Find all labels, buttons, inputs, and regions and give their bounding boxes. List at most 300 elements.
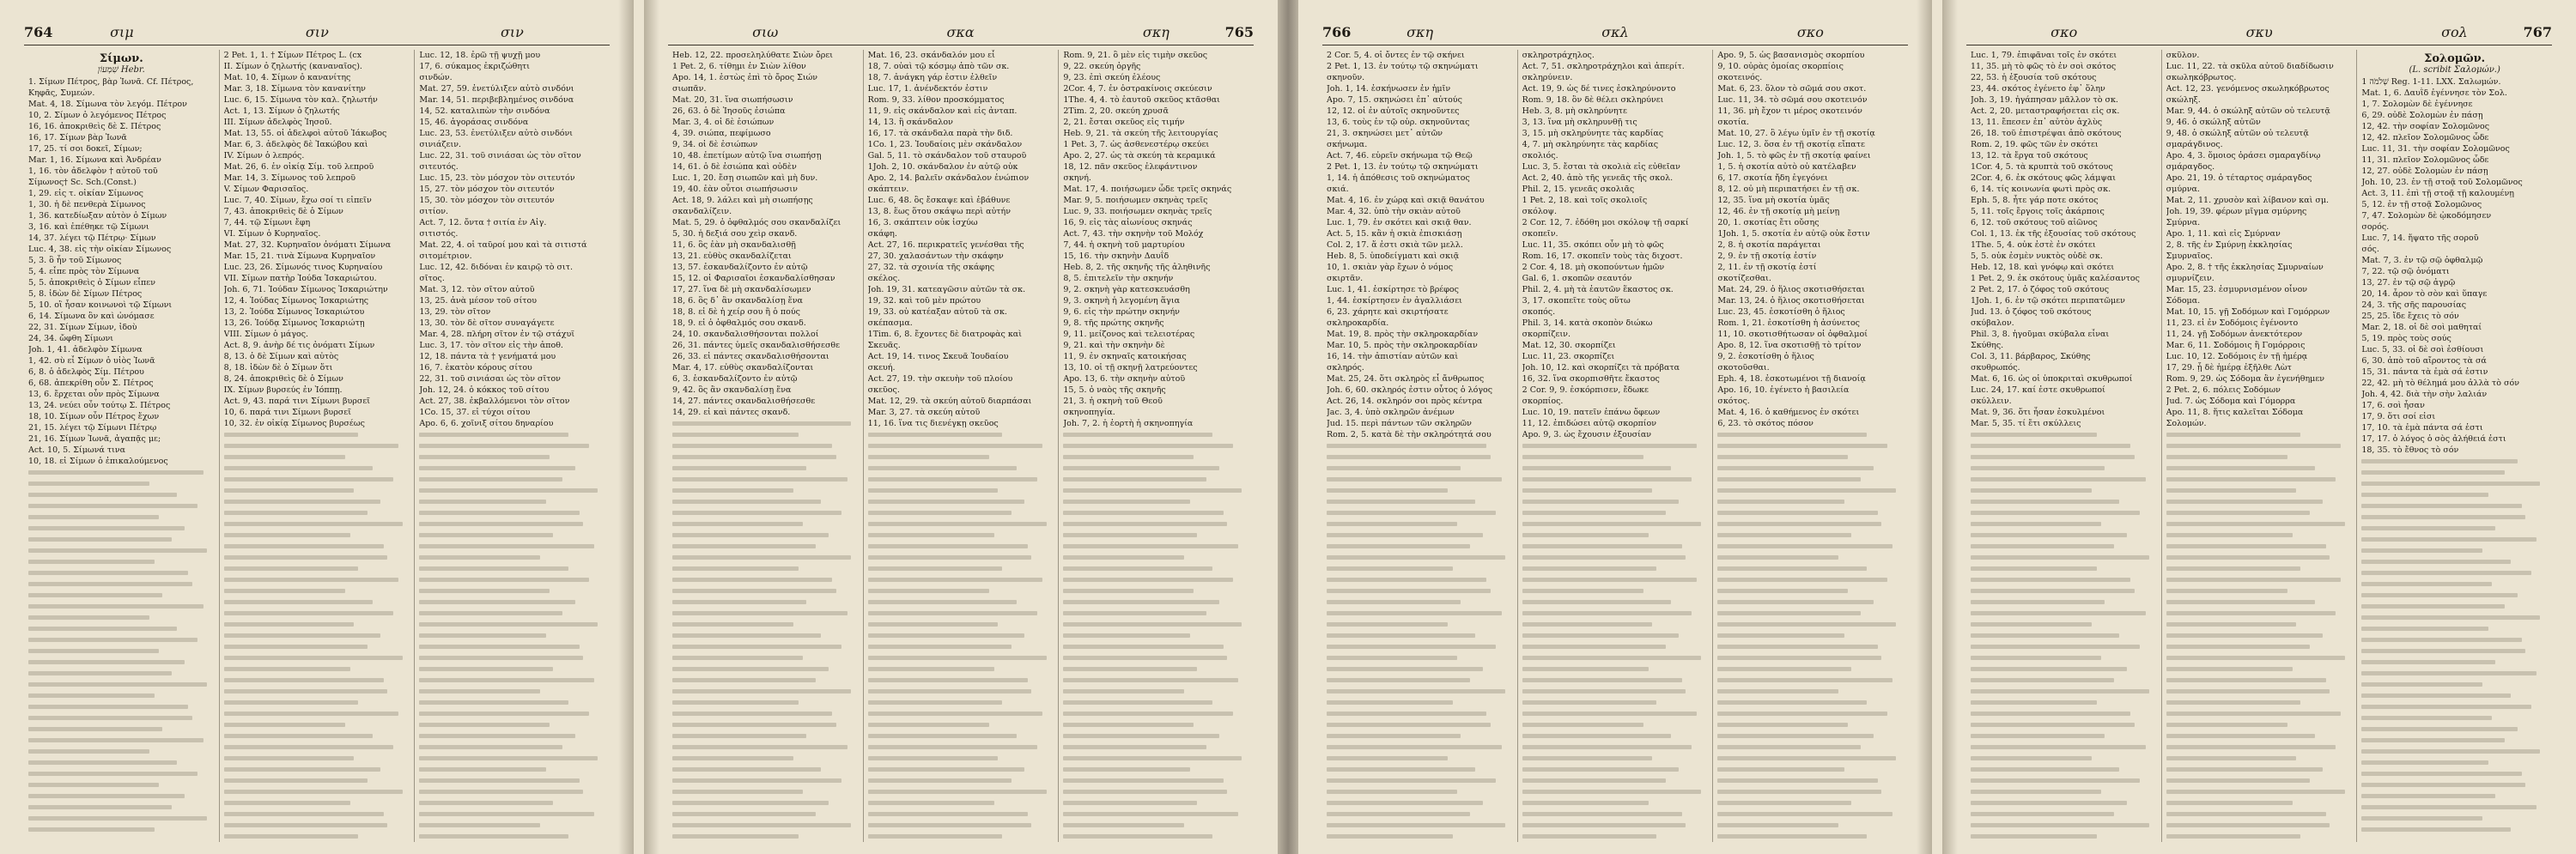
illegible-text-line: [1063, 585, 1249, 597]
running-heads: [24, 24, 610, 40]
illegible-text-line: [2166, 809, 2353, 820]
illegible-text-line: [224, 697, 410, 708]
illegible-text-line: [2361, 601, 2548, 612]
text-column: [1966, 50, 2161, 842]
illegible-text-line: [1717, 463, 1904, 474]
illegible-text-line: [224, 831, 410, 842]
reference-line: Gal. 5, 11. τὸ σκάνδαλον τοῦ σταυροῦ: [867, 151, 1027, 161]
reference-line: Rom. 9, 18. ὃν δὲ θέλει σκληρύνει: [1522, 95, 1664, 105]
page-764: [0, 0, 634, 854]
illegible-text-line: [419, 641, 605, 652]
reference-line: 9, 22. σκεύη ὀργῆς: [1063, 62, 1141, 71]
illegible-text-line: [1717, 507, 1904, 518]
reference-line: Apo. 9, 5. ὡς βασανισμὸς σκορπίου: [1717, 51, 1865, 60]
page-shadow: [618, 0, 634, 854]
illegible-text-line: [1522, 541, 1709, 552]
reference-line: Act. 5, 15. κἂν ἡ σκιὰ ἐπισκιάσῃ: [1327, 229, 1462, 239]
reference-line: σκέλος.: [867, 274, 901, 283]
illegible-text-line: [419, 742, 605, 753]
illegible-text-line: [1063, 530, 1249, 541]
reference-line: V. Σίμων Φαρισαῖος.: [223, 185, 309, 194]
illegible-text-line: [1717, 663, 1904, 675]
illegible-text-line: [1717, 496, 1904, 507]
reference-line: 13, 26. Ἰούδᾳ Σίμωνος Ἰσκαριώτῃ: [223, 318, 365, 328]
reference-line: 10, 48. ἐπετίμων αὐτῷ ἵνα σιωπήσῃ: [672, 151, 822, 161]
illegible-text-line: [2361, 724, 2548, 735]
illegible-text-line: [419, 496, 605, 507]
illegible-text-line: [1522, 708, 1709, 719]
illegible-text-line: [28, 790, 215, 802]
illegible-text-line: [1522, 719, 1709, 730]
illegible-text-line: [2166, 440, 2353, 451]
reference-line: σκῦλον.: [2166, 51, 2200, 60]
illegible-text-line: [2166, 742, 2353, 753]
reference-line: Mat. 4, 16. ὁ καθήμενος ἐν σκότει: [1717, 408, 1860, 417]
illegible-text-line: [419, 552, 605, 563]
illegible-text-line: [28, 802, 215, 813]
reference-line: שְׁלֹמֹה 1 Reg. 1-11. LXX. Σαλωμών.: [2361, 77, 2501, 87]
reference-line: σκηνή.: [1063, 173, 1091, 183]
illegible-text-line: [2361, 478, 2548, 489]
page-shadow: [1917, 0, 1932, 854]
illegible-text-line: [224, 530, 410, 541]
reference-line: Act. 26, 14. σκληρόν σοι πρὸς κέντρα: [1327, 397, 1483, 406]
reference-line: 10, 32. ἐν οἰκίᾳ Σίμωνος βυρσέως: [223, 419, 365, 428]
illegible-text-line: [1327, 820, 1513, 831]
illegible-text-line: [1522, 742, 1709, 753]
reference-line: 2 Cor. 4, 18. μὴ σκοπούντων ἡμῶν: [1522, 263, 1665, 272]
reference-line: Luc. 11, 23. σκορπίζει: [1522, 352, 1615, 361]
illegible-text-line: [224, 809, 410, 820]
illegible-text-line: [868, 541, 1054, 552]
illegible-text-line: [2166, 753, 2353, 764]
reference-line: Σόδομα.: [2166, 296, 2201, 306]
illegible-text-line: [868, 429, 1054, 440]
illegible-text-line: [1327, 652, 1513, 663]
illegible-text-line: [1971, 719, 2157, 730]
illegible-text-line: [28, 724, 215, 735]
reference-line: 15, 27. τὸν μόσχον τὸν σιτευτόν: [419, 185, 555, 194]
illegible-text-line: [2361, 567, 2548, 578]
illegible-text-line: [1522, 641, 1709, 652]
illegible-text-line: [672, 652, 859, 663]
reference-line: 23, 44. σκότος ἐγένετο ἐφ᾽ ὅλην: [1971, 84, 2105, 94]
text-column: [2161, 50, 2357, 842]
reference-line: Act. 12, 23. γενόμενος σκωληκόβρωτος: [2166, 84, 2330, 94]
reference-line: 15, 5. ὁ ναὸς τῆς σκηνῆς: [1063, 385, 1166, 395]
illegible-text-line: [672, 663, 859, 675]
illegible-text-line: [2166, 507, 2353, 518]
reference-line: 1 Pet. 2, 9. ἐκ σκότους ὑμᾶς καλέσαντος: [1971, 274, 2140, 283]
illegible-text-line: [2166, 675, 2353, 686]
illegible-text-line: [672, 496, 859, 507]
reference-line: Mar. 4, 28. πλήρη σῖτον ἐν τῷ στάχυϊ: [419, 330, 575, 339]
illegible-text-line: [224, 597, 410, 608]
reference-line: 9, 23. ἐπὶ σκεύη ἐλέους: [1063, 73, 1161, 82]
reference-line: Joh. 19, 39. φέρων μῖγμα σμύρνης: [2166, 207, 2307, 216]
running-head: σιω: [752, 24, 779, 40]
reference-line: 6, 23. τὸ σκότος πόσον: [1717, 419, 1814, 428]
illegible-text-line: [2361, 634, 2548, 645]
illegible-text-line: [419, 597, 605, 608]
illegible-text-line: [224, 820, 410, 831]
page-number: 766: [1322, 24, 1352, 40]
reference-line: σκολιός.: [1522, 151, 1558, 161]
illegible-text-line: [1717, 518, 1904, 530]
illegible-text-line: [1063, 797, 1249, 809]
illegible-text-line: [2361, 824, 2548, 835]
illegible-text-line: [224, 675, 410, 686]
illegible-text-line: [2166, 474, 2353, 485]
illegible-text-line: [672, 719, 859, 730]
reference-line: Act. 18, 9. λάλει καὶ μὴ σιωπήσῃς: [672, 196, 813, 205]
illegible-text-line: [2361, 612, 2548, 623]
reference-line: Act. 19, 9. ὡς δέ τινες ἐσκληρύνοντο: [1522, 84, 1676, 94]
illegible-text-line: [2361, 523, 2548, 534]
illegible-text-line: [868, 496, 1054, 507]
illegible-text-line: [868, 552, 1054, 563]
illegible-text-line: [2361, 712, 2548, 724]
reference-line: σκύλλειν.: [1971, 397, 2012, 406]
illegible-text-line: [2166, 820, 2353, 831]
reference-line: Luc. 9, 33. ποιήσωμεν σκηνὰς τρεῖς: [1063, 207, 1212, 216]
illegible-text-line: [868, 764, 1054, 775]
illegible-text-line: [224, 440, 410, 451]
reference-line: Luc. 11, 22. τὰ σκῦλα αὐτοῦ διαδίδωσιν: [2166, 62, 2334, 71]
reference-line: 19, 40. ἐὰν οὗτοι σιωπήσωσιν: [672, 185, 798, 194]
reference-line: 16, 14. τὴν ἀπιστίαν αὐτῶν καὶ: [1327, 352, 1459, 361]
page-header: [24, 24, 610, 45]
reference-line: 9, 2. ἐσκοτίσθη ὁ ἥλιος: [1717, 352, 1814, 361]
reference-line: Apo. 6, 6. χοῖνιξ σίτου δηναρίου: [419, 419, 554, 428]
illegible-text-line: [1327, 809, 1513, 820]
page-765: [644, 0, 1278, 854]
reference-line: 18, 6. ὃς δ᾽ ἂν σκανδαλίσῃ ἕνα: [672, 296, 803, 306]
reference-line: Apo. 11, 8. ἥτις καλεῖται Σόδομα: [2166, 408, 2304, 417]
reference-line: 13, 6. ἔρχεται οὖν πρὸς Σίμωνα: [28, 390, 160, 399]
illegible-text-line: [224, 552, 410, 563]
illegible-text-line: [2361, 768, 2548, 779]
illegible-text-line: [224, 541, 410, 552]
illegible-text-line: [419, 775, 605, 786]
reference-line: σκοπεῖν.: [1522, 229, 1558, 239]
entry-headword: Σολομῶν.: [2424, 52, 2486, 65]
illegible-text-line: [672, 507, 859, 518]
illegible-text-line: [2361, 467, 2548, 478]
reference-line: Mat. 17, 4. ποιήσωμεν ὧδε τρεῖς σκηνάς: [1063, 185, 1232, 194]
reference-line: 9, 3. σκηνὴ ἡ λεγομένη ἅγια: [1063, 296, 1180, 306]
reference-line: 7, 43. ἀποκριθεὶς δὲ ὁ Σίμων: [223, 207, 343, 216]
reference-line: 9, 48. ὁ σκώληξ αὐτῶν οὐ τελευτᾷ: [2166, 129, 2309, 138]
illegible-text-line: [419, 719, 605, 730]
page-number: 764: [24, 24, 53, 40]
reference-line: Apo. 2, 14. βαλεῖν σκάνδαλον ἐνώπιον: [867, 173, 1030, 183]
illegible-text-line: [672, 440, 859, 451]
reference-line: 26, 31. πάντες ὑμεῖς σκανδαλισθήσεσθε: [672, 341, 841, 350]
reference-line: 5, 3. ὃ ἦν τοῦ Σίμωνος: [28, 256, 122, 265]
illegible-text-line: [419, 753, 605, 764]
illegible-text-line: [1971, 809, 2157, 820]
illegible-text-line: [868, 619, 1054, 630]
reference-line: 13, 24. νεύει οὖν τούτῳ Σ. Πέτρος: [28, 401, 171, 410]
illegible-text-line: [672, 831, 859, 842]
illegible-text-line: [2361, 623, 2548, 634]
illegible-text-line: [28, 690, 215, 701]
illegible-text-line: [2361, 512, 2548, 523]
illegible-text-line: [868, 563, 1054, 574]
illegible-text-line: [868, 675, 1054, 686]
reference-line: Mat. 20, 31. ἵνα σιωπήσωσιν: [672, 95, 793, 105]
illegible-text-line: [1063, 719, 1249, 730]
illegible-text-line: [672, 585, 859, 597]
reference-line: Heb. 3, 8. μὴ σκληρύνητε: [1522, 106, 1627, 116]
illegible-text-line: [1522, 440, 1709, 451]
illegible-text-line: [2166, 652, 2353, 663]
reference-line: σῖτος.: [419, 274, 445, 283]
illegible-text-line: [1717, 697, 1904, 708]
reference-line: 13, 8. ἕως ὅτου σκάψω περὶ αὐτήν: [867, 207, 1012, 216]
reference-line: 2 Pet. 2, 17. ὁ ζόφος τοῦ σκότους: [1971, 285, 2110, 294]
reference-line: Joh. 1, 14. ἐσκήνωσεν ἐν ἡμῖν: [1327, 84, 1451, 94]
reference-line: Luc. 1, 79. ἐν σκότει καὶ σκιᾷ θαν.: [1327, 218, 1472, 227]
reference-line: Joh. 1, 5. τὸ φῶς ἐν τῇ σκοτίᾳ φαίνει: [1717, 151, 1871, 161]
reference-line: 5, 11. τοῖς ἔργοις τοῖς ἀκάρποις: [1971, 207, 2105, 216]
reference-line: σκηνοῦν.: [1327, 73, 1365, 82]
reference-line: Apo. 16, 10. ἐγένετο ἡ βασιλεία: [1717, 385, 1850, 395]
illegible-text-line: [1327, 541, 1513, 552]
illegible-text-line: [1717, 563, 1904, 574]
reference-line: Luc. 17, 1. ἀνένδεκτόν ἐστιν: [867, 84, 988, 94]
illegible-text-line: [1063, 474, 1249, 485]
illegible-text-line: [672, 541, 859, 552]
reference-line: 1 Pet. 2, 18. καὶ τοῖς σκολιοῖς: [1522, 196, 1648, 205]
reference-line: 1Joh. 1, 5. σκοτία ἐν αὐτῷ οὐκ ἔστιν: [1717, 229, 1870, 239]
illegible-text-line: [2361, 556, 2548, 567]
illegible-text-line: [419, 463, 605, 474]
reference-line: 12, 12. οἱ ἐν αὐτοῖς σκηνοῦντες: [1327, 106, 1460, 116]
reference-line: 13, 12. τὰ ἔργα τοῦ σκότους: [1971, 151, 2088, 161]
illegible-text-line: [1522, 764, 1709, 775]
illegible-text-line: [419, 786, 605, 797]
reference-line: Σμυρναῖος.: [2166, 251, 2213, 261]
illegible-text-line: [419, 697, 605, 708]
reference-line: σκήνωμα.: [1327, 140, 1368, 149]
illegible-text-line: [1971, 753, 2157, 764]
running-head: σκο: [2050, 24, 2078, 40]
reference-line: 13, 25. ἀνὰ μέσον τοῦ σίτου: [419, 296, 538, 306]
illegible-text-line: [1522, 518, 1709, 530]
illegible-text-line: [1063, 451, 1249, 463]
reference-line: σιτιστός.: [419, 229, 459, 239]
illegible-text-line: [1327, 440, 1513, 451]
reference-line: Mar. 4, 17. εὐθὺς σκανδαλίζονται: [672, 363, 814, 372]
reference-line: Luc. 1, 79. ἐπιφᾶναι τοῖς ἐν σκότει: [1971, 51, 2117, 60]
reference-line: σκληροκαρδία.: [1327, 318, 1389, 328]
illegible-text-line: [1063, 764, 1249, 775]
illegible-text-line: [868, 630, 1054, 641]
illegible-text-line: [1522, 730, 1709, 742]
reference-line: 11, 23. εἰ ἐν Σοδόμοις ἐγένοντο: [2166, 318, 2299, 328]
reference-line: 9, 2. σκηνὴ γὰρ κατεσκευάσθη: [1063, 285, 1190, 294]
illegible-text-line: [1327, 597, 1513, 608]
illegible-text-line: [2166, 697, 2353, 708]
reference-line: 5, 19. πρὸς τοὺς σούς: [2361, 334, 2451, 343]
illegible-text-line: [1717, 630, 1904, 641]
reference-line: 11, 12. ἐπιδώσει αὐτῷ σκορπίον: [1522, 419, 1657, 428]
reference-line: 1Co. 1, 23. Ἰουδαίοις μὲν σκάνδαλον: [867, 140, 1023, 149]
reference-line: VII. Σίμων πατὴρ Ἰούδα Ἰσκαριώτου.: [223, 274, 377, 283]
illegible-text-line: [1971, 608, 2157, 619]
reference-line: 1 Pet. 3, 7. ὡς ἀσθενεστέρῳ σκεύει: [1063, 140, 1210, 149]
illegible-text-line: [28, 578, 215, 590]
illegible-text-line: [1717, 708, 1904, 719]
illegible-text-line: [28, 467, 215, 478]
reference-line: 5, 8. ἰδὼν δὲ Σίμων Πέτρος: [28, 289, 143, 299]
illegible-text-line: [224, 742, 410, 753]
illegible-text-line: [28, 668, 215, 679]
page-767: [1942, 0, 2576, 854]
reference-line: 7, 22. τῷ σῷ ὀνόματι: [2361, 267, 2450, 276]
illegible-text-line: [1717, 753, 1904, 764]
reference-line: Joh. 10, 12. καὶ σκορπίζει τὰ πρόβατα: [1522, 363, 1680, 372]
reference-line: σινιάζειν.: [419, 140, 462, 149]
reference-line: σκοτία.: [1717, 118, 1749, 127]
illegible-text-line: [672, 775, 859, 786]
illegible-text-line: [868, 451, 1054, 463]
reference-line: 11, 31. πλεῖον Σολομῶνος ὧδε: [2361, 155, 2489, 165]
reference-line: 21, 16. Σίμων Ἰωνᾶ, ἀγαπᾷς με;: [28, 434, 161, 444]
illegible-text-line: [2361, 735, 2548, 746]
reference-line: σινδών.: [419, 73, 453, 82]
illegible-text-line: [1327, 552, 1513, 563]
illegible-text-line: [1971, 485, 2157, 496]
reference-line: Mat. 3, 12. τὸν σῖτον αὐτοῦ: [419, 285, 535, 294]
reference-line: Mar. 15, 23. ἐσμυρνισμένον οἶνον: [2166, 285, 2308, 294]
illegible-text-line: [224, 786, 410, 797]
reference-line: 1, 30. ἡ δὲ πενθερὰ Σίμωνος: [28, 200, 146, 209]
illegible-text-line: [224, 474, 410, 485]
reference-line: Joh. 7, 2. ἡ ἑορτὴ ἡ σκηνοπηγία: [1063, 419, 1194, 428]
illegible-text-line: [28, 590, 215, 601]
illegible-text-line: [1971, 820, 2157, 831]
illegible-text-line: [1717, 775, 1904, 786]
reference-line: 17, 25. τί σοι δοκεῖ, Σίμων;: [28, 144, 143, 154]
illegible-text-line: [1522, 820, 1709, 831]
illegible-text-line: [28, 757, 215, 768]
illegible-text-line: [868, 474, 1054, 485]
reference-line: 1Co. 15, 37. εἰ τύχοι σίτου: [419, 408, 531, 417]
reference-line: Mat. 24, 29. ὁ ἥλιος σκοτισθήσεται: [1717, 285, 1865, 294]
illegible-text-line: [224, 630, 410, 641]
reference-line: σός.: [2361, 245, 2379, 254]
reference-line: 1The. 5, 4. οὐκ ἐστὲ ἐν σκότει: [1971, 240, 2096, 250]
reference-line: 11, 36. μὴ ἔχον τι μέρος σκοτεινόν: [1717, 106, 1862, 116]
illegible-text-line: [1063, 507, 1249, 518]
reference-line: 17, 10. τὰ ἐμὰ πάντα σά ἐστι: [2361, 423, 2483, 433]
illegible-text-line: [868, 597, 1054, 608]
illegible-text-line: [1971, 641, 2157, 652]
illegible-text-line: [868, 608, 1054, 619]
reference-line: 15, 31. πάντα τὰ ἐμὰ σά ἐστιν: [2361, 367, 2488, 377]
illegible-text-line: [868, 574, 1054, 585]
reference-line: σκώληξ.: [2166, 95, 2201, 105]
illegible-text-line: [1327, 686, 1513, 697]
illegible-text-line: [224, 496, 410, 507]
text-column: [1712, 50, 1908, 842]
reference-line: 8, 12. οὐ μὴ περιπατήσει ἐν τῇ σκ.: [1717, 185, 1860, 194]
reference-line: 15, 12. οἱ Φαρισαῖοι ἐσκανδαλίσθησαν: [672, 274, 835, 283]
illegible-text-line: [224, 753, 410, 764]
illegible-text-line: [2361, 534, 2548, 545]
illegible-text-line: [419, 809, 605, 820]
reference-line: 11, 16. ἵνα τις διενέγκῃ σκεῦος: [867, 419, 999, 428]
reference-line: 11, 9. εἰς σκάνδαλον καὶ εἰς ἀνταπ.: [867, 106, 1018, 116]
illegible-text-line: [868, 663, 1054, 675]
reference-line: σκάπτειν.: [867, 185, 909, 194]
illegible-text-line: [1971, 440, 2157, 451]
illegible-text-line: [419, 820, 605, 831]
reference-line: 13, 11. ἔπεσεν ἐπ᾽ αὐτὸν ἀχλὺς: [1971, 118, 2103, 127]
running-head: σκη: [1142, 24, 1170, 40]
reference-line: 4, 7. μὴ σκληρύνητε τὰς καρδίας: [1522, 140, 1659, 149]
illegible-text-line: [868, 518, 1054, 530]
reference-line: Κηφᾶς, Συμεών.: [28, 88, 95, 98]
reference-line: σκιρτᾶν.: [1327, 274, 1364, 283]
running-head: σιν: [305, 24, 329, 40]
illegible-text-line: [1717, 831, 1904, 842]
illegible-text-line: [868, 831, 1054, 842]
illegible-text-line: [28, 645, 215, 657]
illegible-text-line: [868, 641, 1054, 652]
reference-line: Phil. 3, 8. ἡγοῦμαι σκύβαλα εἶναι: [1971, 330, 2110, 339]
reference-line: 6, 17. σκοτία ἤδη ἐγεγόνει: [1717, 173, 1828, 183]
reference-line: 17, 6. σύκαμος ἐκριζώθητι: [419, 62, 531, 71]
illegible-text-line: [1063, 775, 1249, 786]
illegible-text-line: [1717, 585, 1904, 597]
reference-line: 17, 17. ὁ λόγος ὁ σὸς ἀλήθειά ἐστι: [2361, 434, 2506, 444]
reference-line: Rom. 1, 21. ἐσκοτίσθη ἡ ἀσύνετος: [1717, 318, 1860, 328]
reference-line: 2, 8. τῆς ἐν Σμύρνῃ ἐκκλησίας: [2166, 240, 2293, 250]
illegible-text-line: [2166, 797, 2353, 809]
reference-line: Mat. 4, 16. ἐν χώρᾳ καὶ σκιᾷ θανάτου: [1327, 196, 1485, 205]
illegible-text-line: [1971, 775, 2157, 786]
illegible-text-line: [1522, 474, 1709, 485]
reference-line: Σμύρνα.: [2166, 218, 2201, 227]
reference-line: Eph. 5, 8. ἦτε γάρ ποτε σκότος: [1971, 196, 2099, 205]
illegible-text-line: [1971, 675, 2157, 686]
reference-line: 16, 17. τὰ σκάνδαλα παρὰ τὴν διδ.: [867, 129, 1013, 138]
reference-line: Mat. 6, 23. ὅλον τὸ σῶμά σου σκοτ.: [1717, 84, 1867, 94]
reference-line: 8, 18. ἰδὼν δὲ ὁ Σίμων ὅτι: [223, 363, 333, 372]
illegible-text-line: [1971, 663, 2157, 675]
reference-line: 8, 5. ἐπιτελεῖν τὴν σκηνήν: [1063, 274, 1174, 283]
reference-line: 8, 13. ὁ δὲ Σίμων καὶ αὐτὸς: [223, 352, 339, 361]
illegible-text-line: [1717, 686, 1904, 697]
reference-line: 20, 1. σκοτίας ἔτι οὔσης: [1717, 218, 1820, 227]
illegible-text-line: [28, 601, 215, 612]
illegible-text-line: [2166, 764, 2353, 775]
illegible-text-line: [224, 429, 410, 440]
illegible-text-line: [28, 779, 215, 790]
illegible-text-line: [1327, 675, 1513, 686]
illegible-text-line: [1971, 764, 2157, 775]
reference-line: σκοτοῦσθαι.: [1717, 363, 1770, 372]
page-header: [1966, 24, 2552, 45]
illegible-text-line: [1063, 440, 1249, 451]
illegible-text-line: [1522, 530, 1709, 541]
illegible-text-line: [1327, 451, 1513, 463]
illegible-text-line: [1522, 552, 1709, 563]
